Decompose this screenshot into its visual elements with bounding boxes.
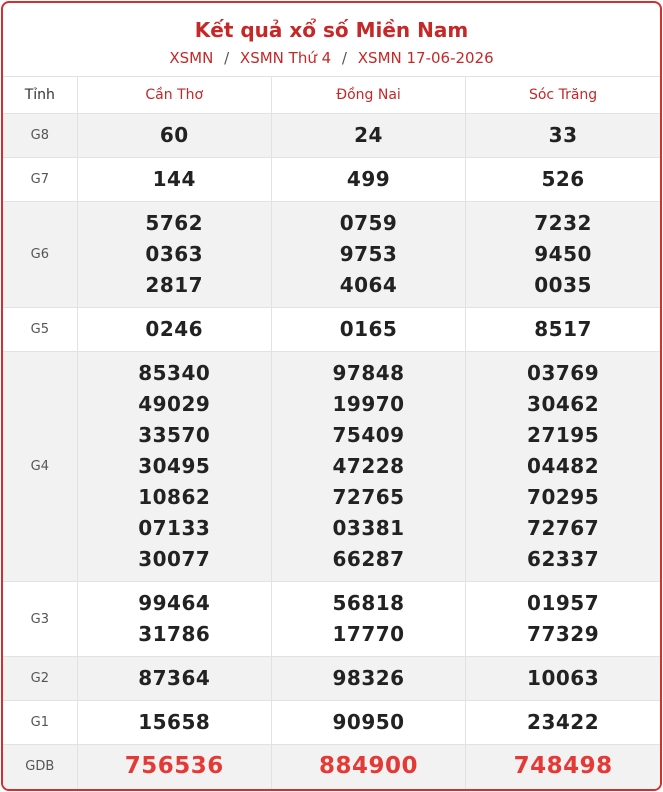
result-number: 01957 [527, 591, 600, 615]
special-prize-number: 748498 [513, 753, 613, 780]
result-number: 90950 [332, 710, 405, 734]
special-prize-number: 884900 [319, 753, 419, 780]
results-card [1, 1, 662, 791]
breadcrumb-link-weekday[interactable]: XSMN Thứ 4 [239, 49, 332, 67]
result-number: 99464 [138, 591, 211, 615]
result-cell [271, 701, 465, 745]
breadcrumb [3, 48, 660, 68]
result-cell [271, 657, 465, 701]
result-number: 98326 [332, 666, 405, 690]
result-cell [271, 308, 465, 352]
result-number: 85340 [138, 361, 211, 385]
result-number: 0363 [145, 242, 204, 266]
result-number: 56818 [332, 591, 405, 615]
prize-row [3, 158, 660, 202]
result-number: 10862 [138, 485, 211, 509]
prize-row [3, 745, 660, 789]
result-number: 03769 [527, 361, 600, 385]
prize-row [3, 202, 660, 308]
result-cell [77, 352, 271, 582]
result-number: 15658 [138, 710, 211, 734]
result-cell [271, 114, 465, 158]
results-table [3, 77, 660, 789]
result-cell [466, 352, 660, 582]
result-number: 7232 [534, 211, 592, 235]
prize-label: G2 [3, 657, 77, 701]
prize-row [3, 114, 660, 158]
result-cell [466, 582, 660, 657]
result-number: 30495 [138, 454, 211, 478]
prize-label: G1 [3, 701, 77, 745]
result-number: 0246 [145, 317, 204, 341]
province-header[interactable]: Sóc Trăng [466, 77, 660, 114]
result-cell [271, 745, 465, 789]
result-cell [271, 582, 465, 657]
result-number: 9450 [534, 242, 592, 266]
result-number: 499 [346, 167, 391, 191]
prize-label: G7 [3, 158, 77, 202]
prize-label: G8 [3, 114, 77, 158]
result-number: 62337 [527, 547, 600, 571]
prize-row [3, 701, 660, 745]
result-number: 144 [152, 167, 196, 191]
prize-label: G6 [3, 202, 77, 308]
result-number: 97848 [332, 361, 405, 385]
breadcrumb-separator: / [224, 49, 230, 67]
result-number: 47228 [332, 454, 405, 478]
result-cell [77, 158, 271, 202]
result-number: 87364 [138, 666, 211, 690]
result-cell [466, 701, 660, 745]
result-number: 526 [541, 167, 585, 191]
result-number: 0759 [339, 211, 398, 235]
province-header[interactable]: Cần Thơ [77, 77, 271, 114]
result-number: 07133 [138, 516, 211, 540]
result-number: 49029 [138, 392, 211, 416]
result-number: 9753 [339, 242, 398, 266]
result-number: 0165 [339, 317, 398, 341]
result-number: 70295 [527, 485, 600, 509]
result-number: 72765 [332, 485, 405, 509]
result-number: 66287 [332, 547, 405, 571]
result-cell [466, 745, 660, 789]
result-cell [77, 701, 271, 745]
special-prize-number: 756536 [124, 753, 224, 780]
result-cell [271, 158, 465, 202]
result-number: 8517 [534, 317, 592, 341]
breadcrumb-link-xsmn[interactable]: XSMN [169, 49, 214, 67]
result-number: 5762 [145, 211, 204, 235]
result-number: 19970 [332, 392, 405, 416]
result-number: 30462 [527, 392, 600, 416]
prize-label: G4 [3, 352, 77, 582]
prize-row [3, 352, 660, 582]
prize-label: GDB [3, 745, 77, 789]
result-number: 60 [159, 123, 189, 147]
page-title: Kết quả xổ số Miền Nam [194, 18, 469, 42]
result-number: 03381 [332, 516, 405, 540]
result-number: 10063 [527, 666, 600, 690]
result-number: 0035 [534, 273, 592, 297]
result-cell [77, 582, 271, 657]
result-number: 31786 [138, 622, 211, 646]
result-number: 2817 [145, 273, 204, 297]
result-number: 04482 [527, 454, 600, 478]
result-number: 33570 [138, 423, 211, 447]
result-number: 30077 [138, 547, 211, 571]
result-number: 77329 [527, 622, 600, 646]
prize-label: G5 [3, 308, 77, 352]
column-header-province: Tỉnh [3, 77, 77, 114]
province-header[interactable]: Đồng Nai [271, 77, 465, 114]
result-number: 75409 [332, 423, 405, 447]
result-cell [77, 657, 271, 701]
result-cell [271, 202, 465, 308]
results-header [3, 3, 660, 77]
prize-row [3, 657, 660, 701]
result-number: 4064 [339, 273, 398, 297]
result-cell [466, 114, 660, 158]
result-cell [466, 202, 660, 308]
result-number: 17770 [332, 622, 405, 646]
result-cell [77, 114, 271, 158]
breadcrumb-link-date[interactable]: XSMN 17-06-2026 [357, 49, 494, 67]
result-number: 33 [548, 123, 578, 147]
table-header-row [3, 77, 660, 114]
result-cell [271, 352, 465, 582]
result-cell [77, 745, 271, 789]
result-cell [466, 158, 660, 202]
prize-label: G3 [3, 582, 77, 657]
prize-row [3, 582, 660, 657]
result-cell [466, 657, 660, 701]
result-number: 23422 [527, 710, 600, 734]
breadcrumb-separator: / [341, 49, 347, 67]
result-number: 24 [354, 123, 383, 147]
result-cell [77, 202, 271, 308]
result-cell [77, 308, 271, 352]
result-number: 72767 [527, 516, 600, 540]
result-cell [466, 308, 660, 352]
prize-row [3, 308, 660, 352]
result-number: 27195 [527, 423, 600, 447]
